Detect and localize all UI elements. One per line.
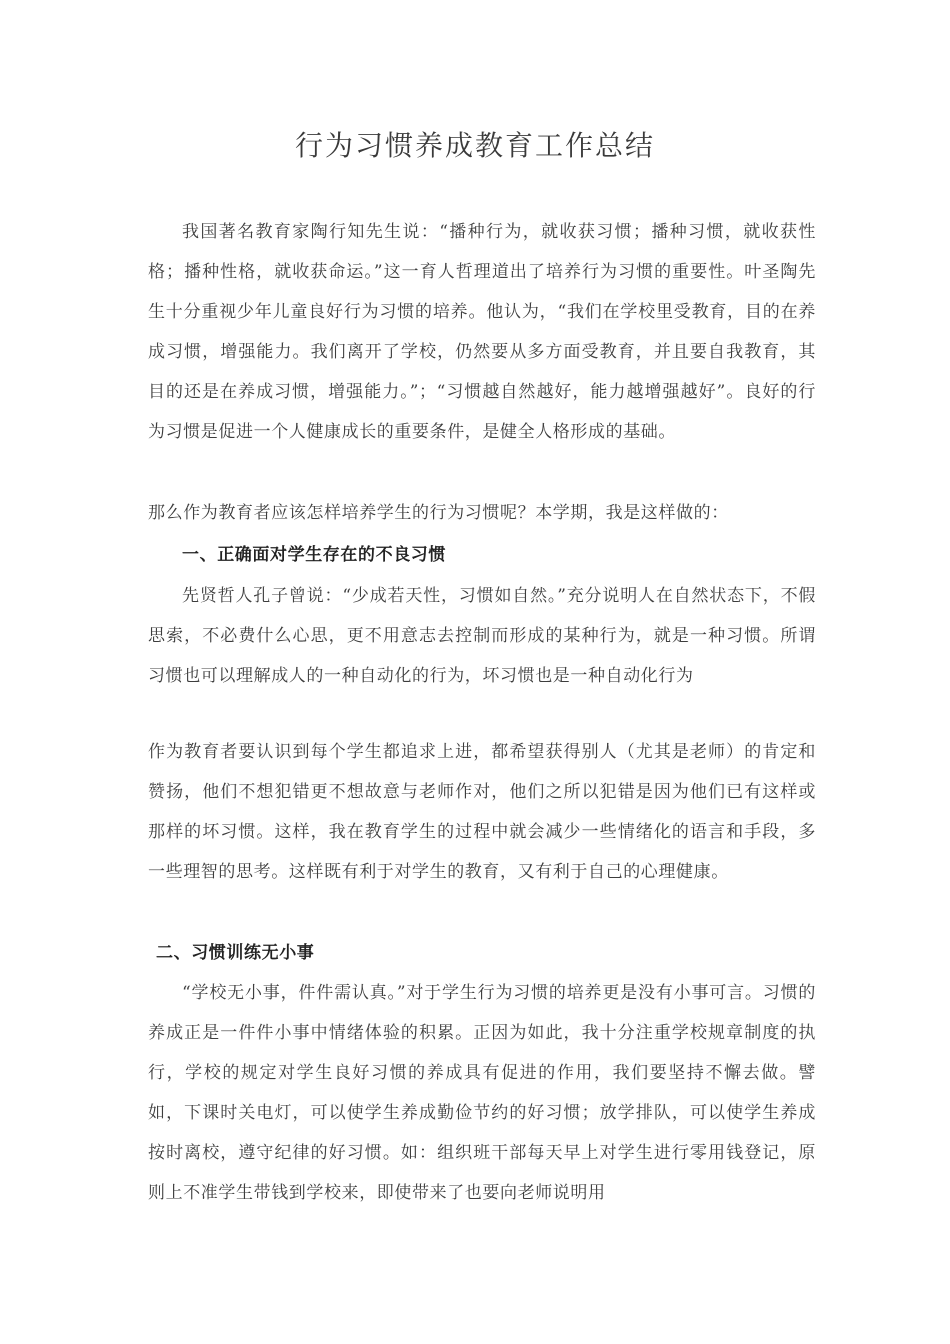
paragraph-intro: 我国著名教育家陶行知先生说：“播种行为，就收获习惯；播种习惯，就收获性格；播种性格，就收获命运。”这一育人哲理道出了培养行为习惯的重要性。叶圣陶先生十分重视少年儿童良好行为习惯的培养。他认为，“我们在学校里受教育，目的在养成习惯，增强能力。我们离开了学校，仍然要从多方面受教育，并且要自我教育，其目的还是在养成习惯，增强能力。”；“习惯越自然越好，能力越增强越好”。良好的行为习惯是促进一个人健康成长的重要条件，是健全人格形成的基础。	[148, 222, 816, 442]
paragraph-question: 那么作为教育者应该怎样培养学生的行为习惯呢？本学期，我是这样做的：	[148, 503, 729, 523]
paragraph-section-1-b: 作为教育者要认识到每个学生都追求上进，都希望获得别人（尤其是老师）的肯定和赞扬，他们不想犯错更不想故意与老师作对，他们之所以犯错是因为他们已有这样或那样的坏习惯。这样，我在教育学生的过程中就会减少一些情绪化的语言和手段，多一些理智的思考。这样既有利于对学生的教育，又有利于自己的心理健康。	[148, 742, 816, 882]
paragraph-section-1-a: 先贤哲人孔子曾说：“少成若天性，习惯如自然。”充分说明人在自然状态下，不假思索，不必费什么心思，更不用意志去控制而形成的某种行为，就是一种习惯。所谓习惯也可以理解成人的一种自动化的行为，坏习惯也是一种自动化行为	[148, 586, 816, 686]
document-title: 行为习惯养成教育工作总结	[294, 129, 655, 162]
paragraph-section-2: “学校无小事，件件需认真。”对于学生行为习惯的培养更是没有小事可言。习惯的养成正是一件件小事中情绪体验的积累。正因为如此，我十分注重学校规章制度的执行，学校的规定对学生良好习惯的养成具有促进的作用，我们要坚持不懈去做。譬如，下课时关电灯，可以使学生养成勤俭节约的好习惯；放学排队，可以使学生养成按时离校，遵守纪律的好习惯。如：组织班干部每天早上对学生进行零用钱登记，原则上不准学生带钱到学校来，即使带来了也要向老师说明用	[148, 983, 816, 1203]
section-heading-2: 二、习惯训练无小事	[156, 943, 315, 963]
section-heading-1: 一、正确面对学生存在的不良习惯	[182, 545, 446, 565]
